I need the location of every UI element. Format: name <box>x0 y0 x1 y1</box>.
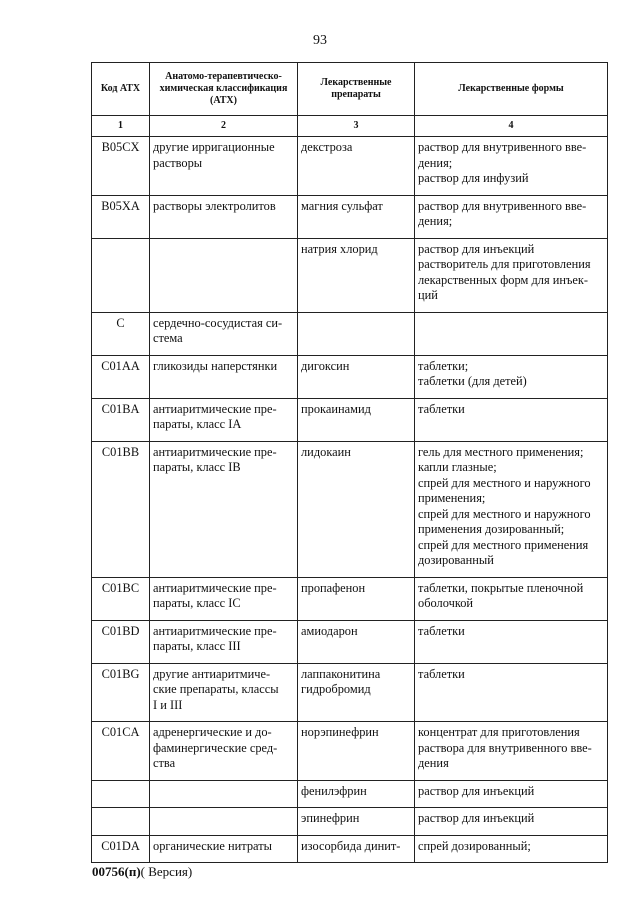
table-row <box>92 441 608 577</box>
drug-line: магния сульфат <box>301 198 383 213</box>
table-row <box>92 577 608 620</box>
drug-line: лаппаконитина <box>301 666 381 681</box>
column-number: 4 <box>415 116 608 137</box>
classification-cell <box>150 577 298 620</box>
classification-cell <box>150 808 298 836</box>
classification-line: антиаритмические пре- <box>153 580 277 595</box>
atx-code-cell <box>92 780 150 808</box>
header-drugs: Лекарственные препараты <box>298 63 415 116</box>
drug-cell <box>298 620 415 663</box>
drug-line: фенилэфрин <box>301 783 367 798</box>
table-row <box>92 355 608 398</box>
header-classification: Анатомо-терапевтическо-химическая классификация (АТХ) <box>150 63 298 116</box>
classification-line: антиаритмические пре- <box>153 444 277 459</box>
classification-cell <box>150 663 298 722</box>
column-number: 1 <box>92 116 150 137</box>
atx-code-cell <box>92 238 150 312</box>
dosage-form-line: таблетки (для детей) <box>418 374 527 388</box>
classification-line: растворы <box>153 155 203 170</box>
drug-cell <box>298 137 415 196</box>
atx-code-cell: B05XA <box>92 195 150 238</box>
classification-cell <box>150 312 298 355</box>
drug-cell <box>298 577 415 620</box>
table-row <box>92 620 608 663</box>
dosage-form-cell <box>415 312 608 355</box>
drug-cell <box>298 355 415 398</box>
classification-line: параты, класс IA <box>153 417 242 431</box>
column-number: 3 <box>298 116 415 137</box>
dosage-form-line: раствор для внутривенного вве- <box>418 198 587 213</box>
dosage-form-line: раствор для инъекций <box>418 783 535 798</box>
dosage-form-cell <box>415 663 608 722</box>
atx-code-cell: C01DA <box>92 835 150 863</box>
dosage-form-line: раствор для инъекций <box>418 811 535 825</box>
drug-cell <box>298 195 415 238</box>
classification-line: адренергические и до- <box>153 725 272 739</box>
dosage-form-line: раствора для внутривенного вве- <box>418 740 592 755</box>
atx-table <box>91 62 608 863</box>
footer <box>92 864 192 880</box>
drug-line: лидокаин <box>301 444 351 459</box>
classification-line: параты, класс IC <box>153 596 241 610</box>
dosage-form-line: гель для местного применения; <box>418 444 584 459</box>
classification-line: другие антиаритмиче- <box>153 666 271 681</box>
dosage-form-line: раствор для внутривенного вве- <box>418 140 587 154</box>
dosage-form-line: применения; <box>418 491 486 505</box>
dosage-form-line: таблетки, покрытые пленочной <box>418 580 584 595</box>
dosage-form-cell <box>415 441 608 577</box>
drug-line: декстроза <box>301 140 353 154</box>
dosage-form-line: концентрат для приготовления <box>418 725 580 739</box>
classification-line: фаминергические сред- <box>153 740 278 755</box>
drug-cell <box>298 312 415 355</box>
table-row <box>92 835 608 863</box>
dosage-form-line: раствор для инфузий <box>418 171 529 185</box>
drug-line: прокаинамид <box>301 401 371 416</box>
dosage-form-cell <box>415 355 608 398</box>
dosage-form-line: таблетки <box>418 623 465 638</box>
classification-line: растворы электролитов <box>153 198 276 213</box>
classification-line: гликозиды наперстянки <box>153 358 278 373</box>
classification-cell <box>150 398 298 441</box>
drug-cell <box>298 398 415 441</box>
classification-cell <box>150 195 298 238</box>
classification-cell <box>150 137 298 196</box>
dosage-form-cell <box>415 835 608 863</box>
dosage-form-line: дозированный <box>418 553 494 567</box>
dosage-form-line: лекарственных форм для инъек- <box>418 272 589 287</box>
atx-code-cell: C01AA <box>92 355 150 398</box>
atx-code-cell: B05CX <box>92 137 150 196</box>
dosage-form-line: дения; <box>418 214 453 228</box>
version-label: ( Версия) <box>140 864 193 879</box>
table-row <box>92 808 608 836</box>
dosage-form-line: таблетки <box>418 666 465 681</box>
classification-line: параты, класс III <box>153 639 241 653</box>
dosage-form-line: капли глазные; <box>418 460 497 474</box>
document-id: 00756(п) <box>92 864 141 879</box>
atx-code-cell: C01BG <box>92 663 150 722</box>
dosage-form-line: дения <box>418 756 449 770</box>
classification-cell <box>150 441 298 577</box>
classification-line: сердечно-сосудистая си- <box>153 315 283 330</box>
atx-code-cell <box>92 808 150 836</box>
classification-line: параты, класс IB <box>153 460 241 474</box>
drug-line: изосорбида динит- <box>301 838 401 853</box>
classification-line: другие ирригационные <box>153 140 275 154</box>
classification-line: антиаритмические пре- <box>153 401 277 416</box>
dosage-form-cell <box>415 238 608 312</box>
atx-code-cell: C01BB <box>92 441 150 577</box>
dosage-form-cell <box>415 780 608 808</box>
dosage-form-line: спрей дозированный; <box>418 838 531 853</box>
dosage-form-cell <box>415 137 608 196</box>
drug-line: эпинефрин <box>301 811 360 825</box>
drug-cell <box>298 663 415 722</box>
dosage-form-cell <box>415 398 608 441</box>
table-header-row <box>92 63 608 116</box>
dosage-form-line: оболочкой <box>418 596 474 610</box>
header-code: Код АТХ <box>92 63 150 116</box>
drug-line: амиодарон <box>301 623 358 638</box>
header-forms: Лекарственные формы <box>415 63 608 116</box>
dosage-form-line: дения; <box>418 155 453 170</box>
table-row <box>92 398 608 441</box>
dosage-form-cell <box>415 195 608 238</box>
classification-line: ские препараты, классы <box>153 682 279 696</box>
drug-cell <box>298 835 415 863</box>
column-number-row <box>92 116 608 137</box>
dosage-form-line: спрей для местного и наружного <box>418 506 591 521</box>
table-row <box>92 663 608 722</box>
dosage-form-line: растворитель для приготовления <box>418 257 591 271</box>
drug-line: пропафенон <box>301 580 366 595</box>
atx-code-cell: C01CA <box>92 722 150 781</box>
table-row <box>92 312 608 355</box>
drug-cell <box>298 238 415 312</box>
table-row <box>92 722 608 781</box>
atx-code-cell: C01BD <box>92 620 150 663</box>
classification-cell <box>150 355 298 398</box>
dosage-form-line: ций <box>418 288 438 302</box>
table-body <box>92 137 608 863</box>
drug-cell <box>298 722 415 781</box>
classification-cell <box>150 620 298 663</box>
table-row <box>92 780 608 808</box>
drug-line: норэпинефрин <box>301 725 379 739</box>
table-row <box>92 238 608 312</box>
table-row <box>92 137 608 196</box>
classification-cell <box>150 238 298 312</box>
dosage-form-cell <box>415 620 608 663</box>
drug-cell <box>298 441 415 577</box>
classification-cell <box>150 780 298 808</box>
dosage-form-cell <box>415 808 608 836</box>
dosage-form-cell <box>415 577 608 620</box>
dosage-form-line: раствор для инъекций <box>418 241 535 256</box>
classification-cell <box>150 835 298 863</box>
drug-line: дигоксин <box>301 358 350 373</box>
dosage-form-line: таблетки <box>418 401 465 416</box>
drug-line: натрия хлорид <box>301 241 378 256</box>
dosage-form-line: спрей для местного и наружного <box>418 475 591 490</box>
classification-line: антиаритмические пре- <box>153 623 277 638</box>
atx-code-cell: C <box>92 312 150 355</box>
atx-code-cell: C01BA <box>92 398 150 441</box>
drug-cell <box>298 808 415 836</box>
drug-line: гидробромид <box>301 682 371 696</box>
atx-code-cell: C01BC <box>92 577 150 620</box>
table-row <box>92 195 608 238</box>
classification-cell <box>150 722 298 781</box>
dosage-form-cell <box>415 722 608 781</box>
dosage-form-line: применения дозированный; <box>418 522 565 536</box>
classification-line: стема <box>153 331 183 345</box>
page-number: 93 <box>313 33 327 48</box>
classification-line: I и III <box>153 697 183 712</box>
dosage-form-line: спрей для местного применения <box>418 537 589 552</box>
dosage-form-line: таблетки; <box>418 358 469 373</box>
classification-line: ства <box>153 756 176 770</box>
classification-line: органические нитраты <box>153 838 272 853</box>
column-number: 2 <box>150 116 298 137</box>
drug-cell <box>298 780 415 808</box>
